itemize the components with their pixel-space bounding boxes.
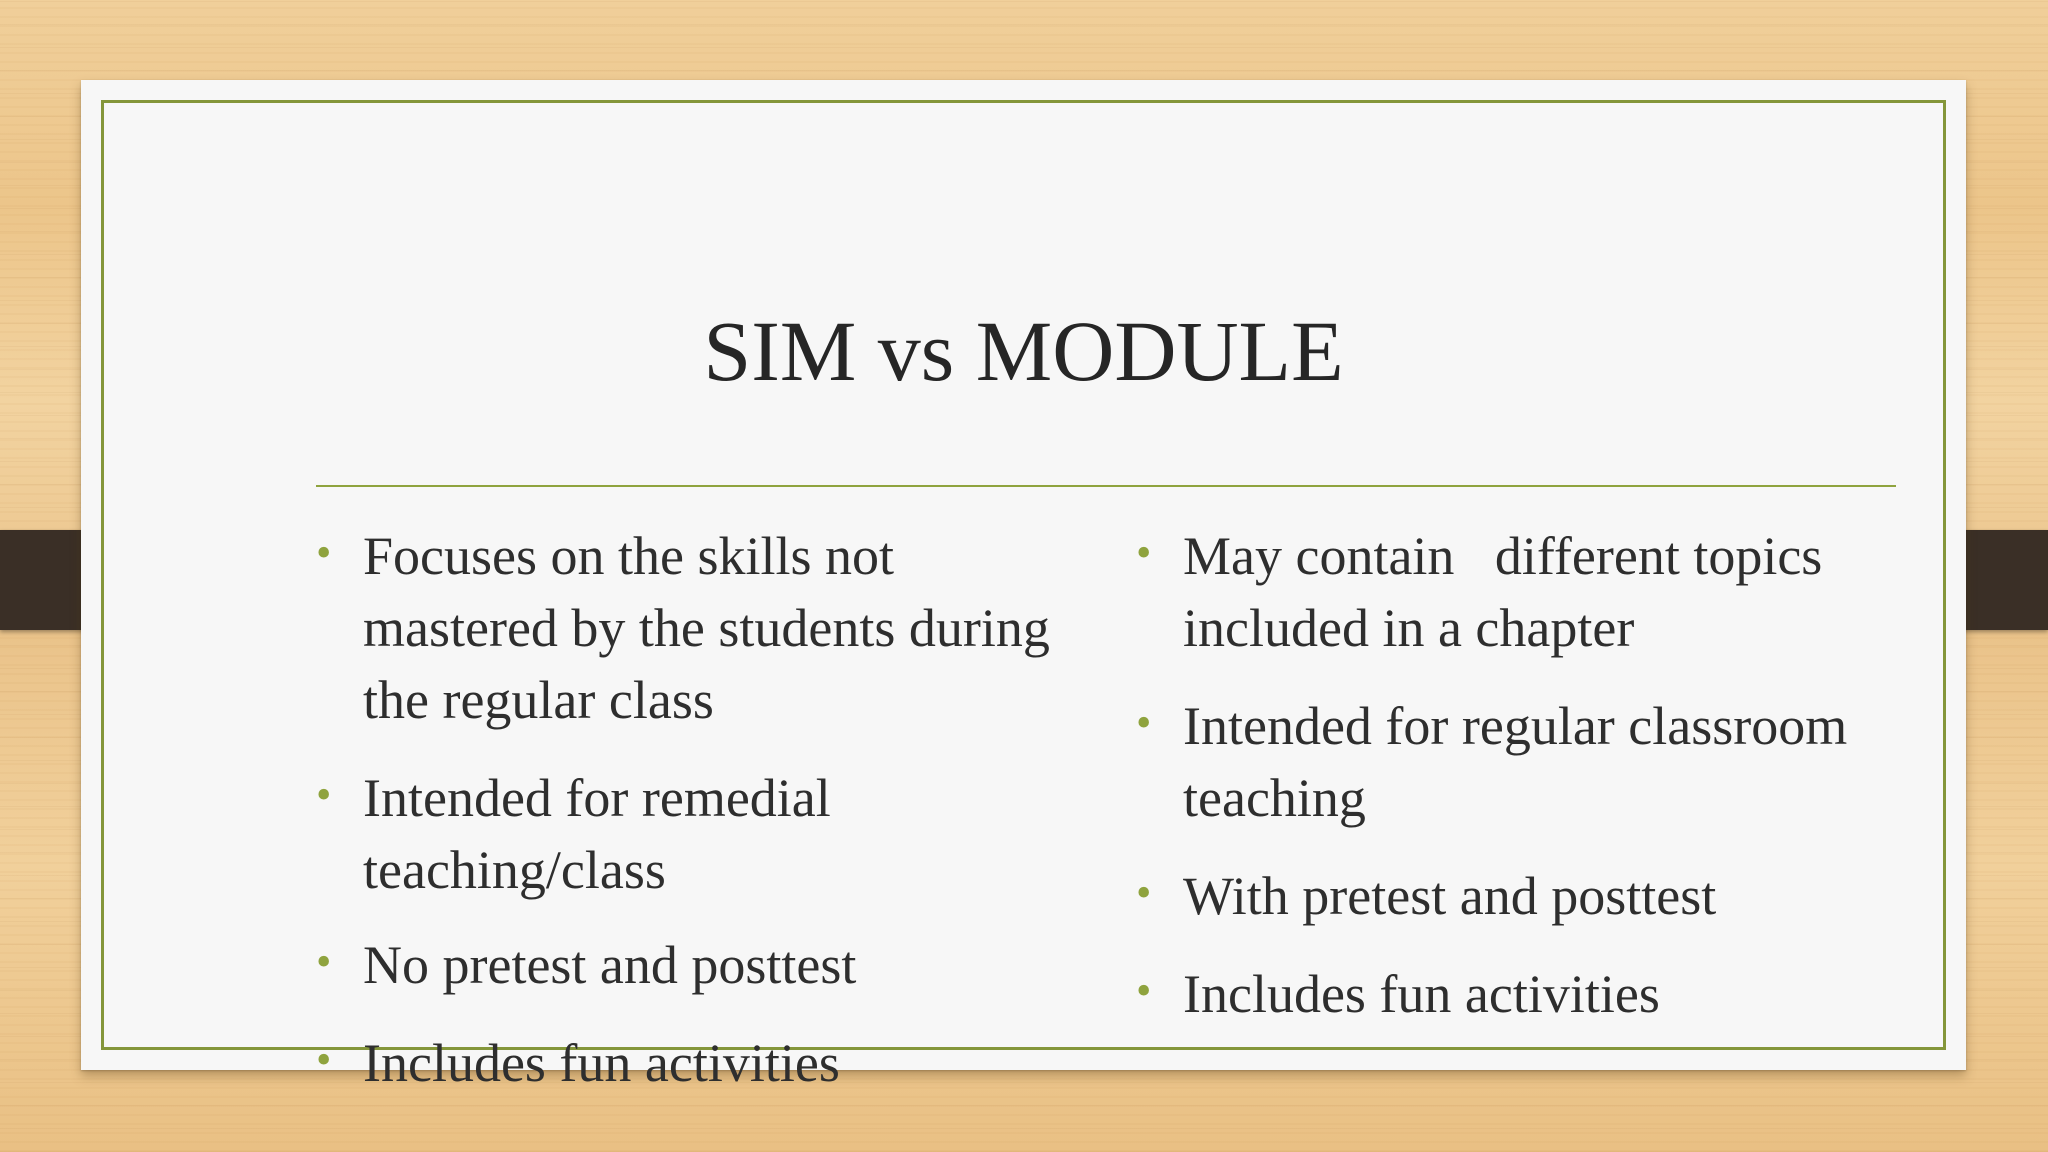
list-item-text: May contain different topics included in a chapter [1183, 526, 1836, 658]
list-item [1136, 520, 1916, 664]
list-item [316, 929, 1096, 1001]
list-item [1136, 860, 1916, 932]
list-item [1136, 958, 1916, 1030]
list-item [1136, 690, 1916, 834]
bullet-icon: • [1136, 528, 1152, 577]
bullet-icon: • [1136, 698, 1152, 747]
list-item [316, 762, 1096, 906]
slide-title: SIM vs MODULE [703, 303, 1344, 399]
list-item [316, 520, 1096, 736]
bullet-icon: • [1136, 868, 1152, 917]
bullet-icon: • [316, 937, 332, 986]
bullet-icon: • [316, 528, 332, 577]
slide-card [81, 80, 1966, 1093]
title-divider [316, 485, 1896, 487]
sim-column [316, 520, 1096, 1125]
bullet-icon: • [316, 1035, 332, 1084]
list-item-text: With pretest and posttest [1183, 866, 1717, 926]
bullet-icon: • [1136, 966, 1152, 1015]
list-item [316, 1027, 1096, 1099]
list-item-text: Includes fun activities [363, 1033, 840, 1093]
list-item-text: Intended for remedial teaching/class [363, 768, 831, 900]
module-column [1136, 520, 1916, 1056]
list-item-text: Focuses on the skills not mastered by the students during the regular class [363, 526, 1050, 730]
bullet-icon: • [316, 770, 332, 819]
list-item-text: Includes fun activities [1183, 964, 1660, 1024]
list-item-text: No pretest and posttest [363, 935, 857, 995]
list-item-text: Intended for regular classroom teaching [1183, 696, 1848, 828]
